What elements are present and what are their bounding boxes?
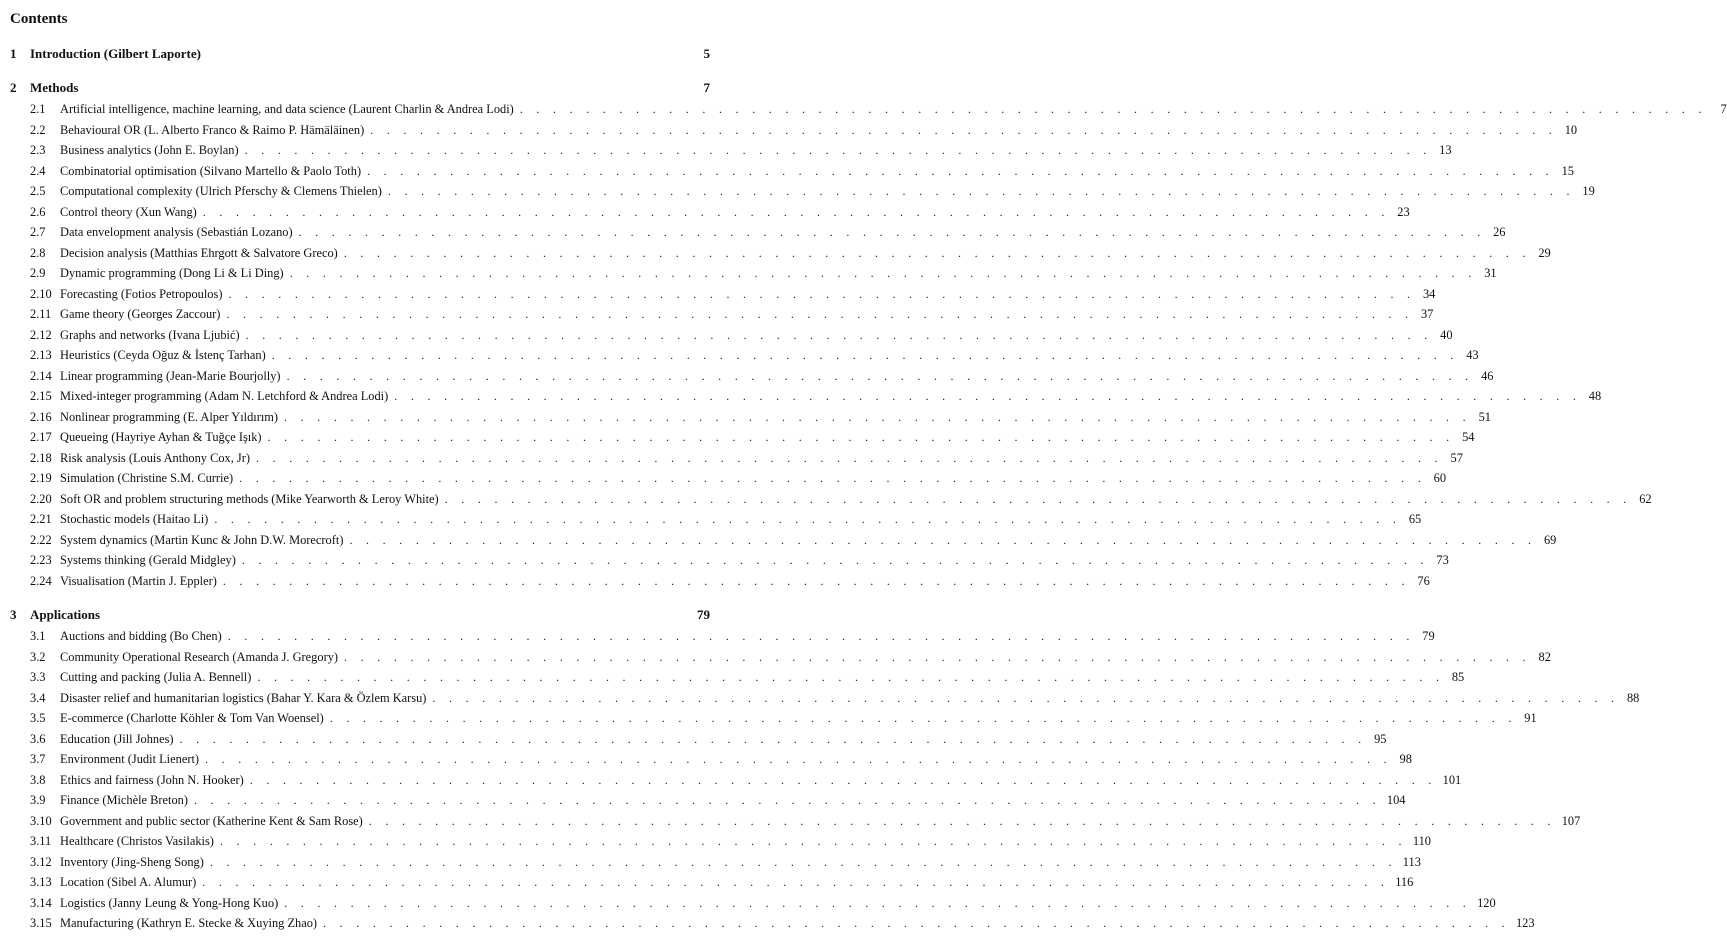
- section-number: 2.10: [30, 286, 52, 301]
- section-title: Nonlinear programming (E. Alper Yıldırım): [60, 409, 279, 424]
- toc-entry[interactable]: [10, 509, 1422, 529]
- section-number: 3.7: [30, 752, 46, 766]
- dot-leader: . . . . . . . . . . . . . . . . . . . . . . . . . . . . . . . . . . . . . . . . . . . . . . . . . . . . . . . . . . . . . . . . . . . . . . . .: [323, 916, 1510, 930]
- toc-entry[interactable]: [10, 427, 1475, 447]
- toc-entry[interactable]: [10, 872, 1414, 892]
- section-number: 2.17: [30, 430, 52, 444]
- toc-entry[interactable]: [10, 386, 1602, 406]
- section-number: 2.2: [30, 122, 46, 137]
- section-title: Location (Sibel A. Alumur): [60, 875, 197, 889]
- section-page-number: 54: [1462, 430, 1475, 444]
- section-page-number: 48: [1588, 389, 1602, 403]
- dot-leader: . . . . . . . . . . . . . . . . . . . . . . . . . . . . . . . . . . . . . . . . . . . . . . . . . . . . . . . . . . . . . . . . . . . . . . . .: [284, 409, 1471, 424]
- section-number: 3.3: [30, 670, 46, 684]
- section-page-number: 51: [1478, 409, 1491, 424]
- section-page-number: 62: [1639, 491, 1652, 506]
- section-page-number: 15: [1561, 163, 1574, 178]
- section-page-number: 29: [1538, 245, 1551, 260]
- chapter-number: 3: [10, 607, 17, 622]
- section-page-number: 104: [1386, 793, 1406, 807]
- dot-leader: . . . . . . . . . . . . . . . . . . . . . . . . . . . . . . . . . . . . . . . . . . . . . . . . . . . . . . . . . . . . . . . . . . . . . . . .: [289, 266, 1477, 280]
- toc-entry[interactable]: [10, 120, 1578, 140]
- section-title: Stochastic models (Haitao Li): [60, 512, 209, 526]
- dot-leader: . . . . . . . . . . . . . . . . . . . . . . . . . . . . . . . . . . . . . . . . . . . . . . . . . . . . . . . . . . . . . . . . . . . . . . . .: [239, 471, 1427, 485]
- section-number: 3.9: [30, 793, 46, 807]
- dot-leader: . . . . . . . . . . . . . . . . . . . . . . . . . . . . . . . . . . . . . . . . . . . . . . . . . . . . . . . . . . . . . . . . . . . . . . . .: [226, 307, 1414, 321]
- section-page-number: 7: [1720, 102, 1727, 116]
- section-page-number: 101: [1442, 772, 1462, 787]
- dot-leader: . . . . . . . . . . . . . . . . . . . . . . . . . . . . . . . . . . . . . . . . . . . . . . . . . . . . . . . . . . . . . . . . . . . . . . . .: [227, 629, 1415, 643]
- section-page-number: 37: [1420, 307, 1434, 321]
- dot-leader: . . . . . . . . . . . . . . . . . . . . . . . . . . . . . . . . . . . . . . . . . . . . . . . . . . . . . . . . . . . . . . . . . . . . . . . .: [244, 143, 1432, 157]
- chapter-page-number: 7: [703, 80, 710, 95]
- toc-entry[interactable]: [10, 325, 1453, 345]
- section-title: Disaster relief and humanitarian logistics (Bahar Y. Kara & Özlem Karsu): [60, 690, 427, 705]
- dot-leader: . . . . . . . . . . . . . . . . . . . . . . . . . . . . . . . . . . . . . . . . . . . . . . . . . . . . . . . . . . . . . . . . . . . . . . . .: [267, 430, 1455, 444]
- section-title: Cutting and packing (Julia A. Bennell): [60, 670, 252, 684]
- section-number: 2.18: [30, 450, 52, 465]
- section-number: 3.12: [30, 854, 52, 869]
- section-page-number: 23: [1397, 204, 1410, 219]
- toc-entry[interactable]: [10, 202, 1410, 222]
- toc-entry[interactable]: [10, 530, 1557, 550]
- section-number: 2.24: [30, 573, 52, 588]
- chapter-methods[interactable]: [10, 78, 710, 98]
- toc-entry[interactable]: [10, 407, 1491, 427]
- section-title: Inventory (Jing-Sheng Song): [60, 854, 204, 869]
- section-title: Risk analysis (Louis Anthony Cox, Jr): [60, 450, 250, 465]
- chapter-title: Applications: [30, 607, 101, 622]
- section-number: 3.5: [30, 711, 46, 725]
- toc-entry[interactable]: [10, 831, 1431, 851]
- section-page-number: 88: [1626, 690, 1640, 705]
- chapter-introduction[interactable]: [10, 44, 710, 64]
- section-title: Ethics and fairness (John N. Hooker): [60, 772, 244, 787]
- dot-leader: . . . . . . . . . . . . . . . . . . . . . . . . . . . . . . . . . . . . . . . . . . . . . . . . . . . . . . . . . . . . . . . . . . . . . . . .: [205, 752, 1392, 766]
- section-title: Systems thinking (Gerald Midgley): [60, 553, 236, 567]
- chapter-number: 1: [10, 46, 17, 61]
- section-number: 3.13: [30, 875, 52, 889]
- toc-entry[interactable]: [10, 852, 1421, 872]
- section-number: 2.12: [30, 327, 52, 342]
- section-title: Environment (Judit Lienert): [60, 752, 200, 766]
- section-title: Queueing (Hayriye Ayhan & Tuğçe Işık): [60, 430, 262, 444]
- section-number: 2.14: [30, 368, 52, 383]
- section-title: Dynamic programming (Dong Li & Li Ding): [60, 266, 284, 280]
- section-page-number: 95: [1374, 731, 1387, 746]
- dot-leader: . . . . . . . . . . . . . . . . . . . . . . . . . . . . . . . . . . . . . . . . . . . . . . . . . . . . . . . . . . . . . . . . . . . . . . . .: [219, 834, 1407, 848]
- chapter-title: Introduction (Gilbert Laporte): [30, 46, 201, 61]
- section-number: 2.20: [30, 491, 52, 506]
- dot-leader: . . . . . . . . . . . . . . . . . . . . . . . . . . . . . . . . . . . . . . . . . . . . . . . . . . . . . . . . . . . . . . . . . . . . . . . .: [444, 491, 1632, 506]
- toc-entry[interactable]: [10, 647, 1551, 667]
- dot-leader: . . . . . . . . . . . . . . . . . . . . . . . . . . . . . . . . . . . . . . . . . . . . . . . . . . . . . . . . . . . . . . . . . . . . . . . .: [194, 793, 1381, 807]
- section-page-number: 120: [1477, 895, 1496, 910]
- toc-entry[interactable]: [10, 448, 1463, 468]
- toc-entry[interactable]: [10, 304, 1434, 324]
- section-title: Finance (Michèle Breton): [60, 793, 188, 807]
- section-title: E-commerce (Charlotte Köhler & Tom Van Woensel): [60, 711, 324, 725]
- dot-leader: . . . . . . . . . . . . . . . . . . . . . . . . . . . . . . . . . . . . . . . . . . . . . . . . . . . . . . . . . . . . . . . . . . . . . . . .: [257, 670, 1445, 684]
- section-title: Control theory (Xun Wang): [60, 204, 197, 219]
- section-number: 2.8: [30, 245, 46, 260]
- section-title: Behavioural OR (L. Alberto Franco & Raimo P. Hämäläinen): [60, 122, 365, 137]
- section-title: Decision analysis (Matthias Ehrgott & Salvatore Greco): [60, 245, 338, 260]
- chapter-page-number: 79: [697, 607, 710, 622]
- dot-leader: . . . . . . . . . . . . . . . . . . . . . . . . . . . . . . . . . . . . . . . . . . . . . . . . . . . . . . . . . . . . . . . . . . . . . . . .: [241, 553, 1429, 567]
- section-page-number: 34: [1422, 286, 1436, 301]
- section-title: Artificial intelligence, machine learning, and data science (Laurent Charlin & Andrea Lodi): [60, 102, 514, 116]
- chapter-applications[interactable]: [10, 605, 710, 625]
- section-page-number: 107: [1561, 813, 1581, 828]
- section-number: 3.2: [30, 649, 46, 664]
- dot-leader: . . . . . . . . . . . . . . . . . . . . . . . . . . . . . . . . . . . . . . . . . . . . . . . . . . . . . . . . . . . . . . . . . . . . . . . .: [249, 772, 1437, 787]
- section-title: Education (Jill Johnes): [60, 731, 174, 746]
- toc-entry[interactable]: [10, 263, 1497, 283]
- dot-leader: . . . . . . . . . . . . . . . . . . . . . . . . . . . . . . . . . . . . . . . . . . . . . . . . . . . . . . . . . . . . . . . . . . . . . . . .: [222, 573, 1410, 588]
- section-page-number: 40: [1440, 327, 1453, 342]
- section-page-number: 113: [1402, 854, 1421, 869]
- dot-leader: . . . . . . . . . . . . . . . . . . . . . . . . . . . . . . . . . . . . . . . . . . . . . . . . . . . . . . . . . . . . . . . . . . . . . . . .: [256, 450, 1443, 465]
- section-number: 3.1: [30, 629, 46, 643]
- dot-leader: . . . . . . . . . . . . . . . . . . . . . . . . . . . . . . . . . . . . . . . . . . . . . . . . . . . . . . . . . . . . . . . . . . . . . . . .: [245, 327, 1433, 342]
- section-page-number: 69: [1543, 532, 1557, 547]
- dot-leader: . . . . . . . . . . . . . . . . . . . . . . . . . . . . . . . . . . . . . . . . . . . . . . . . . . . . . . . . . . . . . . . . . . . . . . . .: [202, 875, 1390, 889]
- toc-entry[interactable]: [10, 790, 1406, 810]
- toc-entry[interactable]: [10, 345, 1479, 365]
- dot-leader: . . . . . . . . . . . . . . . . . . . . . . . . . . . . . . . . . . . . . . . . . . . . . . . . . . . . . . . . . . . . . . . . . . . . . . . .: [343, 245, 1531, 260]
- toc-entry[interactable]: [10, 811, 1581, 831]
- section-page-number: 76: [1417, 573, 1430, 588]
- toc-entry[interactable]: [10, 99, 1727, 119]
- dot-leader: . . . . . . . . . . . . . . . . . . . . . . . . . . . . . . . . . . . . . . . . . . . . . . . . . . . . . . . . . . . . . . . . . . . . . . . .: [179, 731, 1367, 746]
- dot-leader: . . . . . . . . . . . . . . . . . . . . . . . . . . . . . . . . . . . . . . . . . . . . . . . . . . . . . . . . . . . . . . . . . . . . . . . .: [367, 163, 1554, 178]
- section-page-number: 19: [1582, 184, 1595, 198]
- section-title: Combinatorial optimisation (Silvano Martello & Paolo Toth): [60, 163, 362, 178]
- toc-entry[interactable]: [10, 770, 1462, 790]
- section-number: 3.4: [30, 690, 46, 705]
- toc-entry[interactable]: [10, 550, 1449, 570]
- toc-entry[interactable]: [10, 749, 1412, 769]
- section-page-number: 79: [1422, 629, 1435, 643]
- section-page-number: 85: [1451, 670, 1465, 684]
- section-title: Computational complexity (Ulrich Pferschy & Clemens Thielen): [60, 184, 382, 198]
- section-title: Business analytics (John E. Boylan): [60, 143, 239, 157]
- section-number: 2.7: [30, 225, 46, 239]
- section-title: Mixed-integer programming (Adam N. Letchford & Andrea Lodi): [60, 389, 389, 403]
- section-title: System dynamics (Martin Kunc & John D.W. Morecroft): [60, 532, 344, 547]
- dot-leader: . . . . . . . . . . . . . . . . . . . . . . . . . . . . . . . . . . . . . . . . . . . . . . . . . . . . . . . . . . . . . . . . . . . . . . . .: [432, 690, 1620, 705]
- section-title: Logistics (Janny Leung & Yong-Hong Kuo): [60, 895, 279, 910]
- toc-entry[interactable]: [10, 243, 1551, 263]
- section-number: 2.22: [30, 532, 52, 547]
- section-title: Government and public sector (Katherine Kent & Sam Rose): [60, 813, 363, 828]
- toc-entry[interactable]: [10, 626, 1435, 646]
- dot-leader: . . . . . . . . . . . . . . . . . . . . . . . . . . . . . . . . . . . . . . . . . . . . . . . . . . . . . . . . . . . . . . . . . . . . . . . .: [387, 184, 1575, 198]
- section-number: 2.11: [30, 307, 52, 321]
- toc-entry[interactable]: [10, 913, 1535, 933]
- dot-leader: . . . . . . . . . . . . . . . . . . . . . . . . . . . . . . . . . . . . . . . . . . . . . . . . . . . . . . . . . . . . . . . . . . . . . . . .: [329, 711, 1517, 725]
- toc-entry[interactable]: [10, 140, 1452, 160]
- dot-leader: . . . . . . . . . . . . . . . . . . . . . . . . . . . . . . . . . . . . . . . . . . . . . . . . . . . . . . . . . . . . . . . . . . . . . . . .: [228, 286, 1416, 301]
- section-title: Data envelopment analysis (Sebastián Lozano): [60, 225, 293, 239]
- section-page-number: 13: [1439, 143, 1452, 157]
- section-number: 2.19: [30, 471, 52, 485]
- section-page-number: 43: [1466, 348, 1479, 362]
- section-title: Auctions and bidding (Bo Chen): [60, 629, 222, 643]
- section-page-number: 116: [1395, 875, 1414, 889]
- section-page-number: 110: [1412, 834, 1431, 848]
- section-number: 3.11: [30, 834, 52, 848]
- dot-leader: . . . . . . . . . . . . . . . . . . . . . . . . . . . . . . . . . . . . . . . . . . . . . . . . . . . . . . . . . . . . . . . . . . . . . . . .: [519, 102, 1707, 116]
- dot-leader: . . . . . . . . . . . . . . . . . . . . . . . . . . . . . . . . . . . . . . . . . . . . . . . . . . . . . . . . . . . . . . . . . . . . . . . .: [394, 389, 1582, 403]
- section-page-number: 65: [1408, 512, 1422, 526]
- section-page-number: 82: [1538, 649, 1551, 664]
- dot-leader: . . . . . . . . . . . . . . . . . . . . . . . . . . . . . . . . . . . . . . . . . . . . . . . . . . . . . . . . . . . . . . . . . . . . . . . .: [344, 649, 1531, 664]
- dot-leader: . . . . . . . . . . . . . . . . . . . . . . . . . . . . . . . . . . . . . . . . . . . . . . . . . . . . . . . . . . . . . . . . . . . . . . . .: [298, 225, 1486, 239]
- section-page-number: 73: [1436, 553, 1449, 567]
- section-number: 3.15: [30, 916, 52, 930]
- section-number: 2.21: [30, 512, 52, 526]
- section-number: 2.9: [30, 266, 46, 280]
- section-title: Soft OR and problem structuring methods (Mike Yearworth & Leroy White): [60, 491, 439, 506]
- toc-entry[interactable]: [10, 571, 1430, 591]
- toc-entry[interactable]: [10, 468, 1447, 488]
- section-title: Healthcare (Christos Vasilakis): [60, 834, 214, 848]
- dot-leader: . . . . . . . . . . . . . . . . . . . . . . . . . . . . . . . . . . . . . . . . . . . . . . . . . . . . . . . . . . . . . . . . . . . . . . . .: [368, 813, 1556, 828]
- section-number: 3.8: [30, 772, 46, 787]
- section-page-number: 123: [1515, 916, 1535, 930]
- dot-leader: . . . . . . . . . . . . . . . . . . . . . . . . . . . . . . . . . . . . . . . . . . . . . . . . . . . . . . . . . . . . . . . . . . . . . . . .: [284, 895, 1472, 910]
- section-number: 2.23: [30, 553, 52, 567]
- section-page-number: 26: [1493, 225, 1506, 239]
- toc-entry[interactable]: [10, 688, 1640, 708]
- section-page-number: 57: [1450, 450, 1463, 465]
- page-title: Contents: [10, 11, 68, 27]
- section-number: 2.3: [30, 143, 46, 157]
- section-number: 3.10: [30, 813, 52, 828]
- dot-leader: . . . . . . . . . . . . . . . . . . . . . . . . . . . . . . . . . . . . . . . . . . . . . . . . . . . . . . . . . . . . . . . . . . . . . . . .: [209, 854, 1397, 869]
- toc-entry[interactable]: [10, 181, 1595, 201]
- section-page-number: 31: [1484, 266, 1497, 280]
- dot-leader: . . . . . . . . . . . . . . . . . . . . . . . . . . . . . . . . . . . . . . . . . . . . . . . . . . . . . . . . . . . . . . . . . . . . . . . .: [286, 368, 1474, 383]
- section-page-number: 46: [1481, 368, 1494, 383]
- dot-leader: . . . . . . . . . . . . . . . . . . . . . . . . . . . . . . . . . . . . . . . . . . . . . . . . . . . . . . . . . . . . . . . . . . . . . . . .: [349, 532, 1537, 547]
- section-number: 2.1: [30, 102, 46, 116]
- section-title: Heuristics (Ceyda Oğuz & İstenç Tarhan): [60, 348, 266, 362]
- section-page-number: 60: [1433, 471, 1447, 485]
- dot-leader: . . . . . . . . . . . . . . . . . . . . . . . . . . . . . . . . . . . . . . . . . . . . . . . . . . . . . . . . . . . . . . . . . . . . . . . .: [370, 122, 1558, 137]
- toc-entry[interactable]: [10, 893, 1496, 913]
- dot-leader: . . . . . . . . . . . . . . . . . . . . . . . . . . . . . . . . . . . . . . . . . . . . . . . . . . . . . . . . . . . . . . . . . . . . . . . .: [271, 348, 1459, 362]
- section-page-number: 10: [1564, 122, 1578, 137]
- section-title: Community Operational Research (Amanda J. Gregory): [60, 649, 339, 664]
- chapter-number: 2: [10, 80, 17, 95]
- toc-entry[interactable]: [10, 222, 1506, 242]
- section-title: Game theory (Georges Zaccour): [60, 307, 221, 321]
- section-number: 2.5: [30, 184, 46, 198]
- toc-entry[interactable]: [10, 284, 1436, 304]
- section-number: 2.16: [30, 409, 52, 424]
- section-number: 2.13: [30, 348, 52, 362]
- section-number: 3.6: [30, 731, 46, 746]
- section-number: 2.6: [30, 204, 46, 219]
- section-number: 2.4: [30, 163, 46, 178]
- toc-entry[interactable]: [10, 489, 1652, 509]
- toc-entry[interactable]: [10, 366, 1494, 386]
- toc-entry[interactable]: [10, 729, 1387, 749]
- toc-entry[interactable]: [10, 708, 1537, 728]
- toc-entry[interactable]: [10, 161, 1574, 181]
- section-page-number: 98: [1399, 752, 1412, 766]
- dot-leader: . . . . . . . . . . . . . . . . . . . . . . . . . . . . . . . . . . . . . . . . . . . . . . . . . . . . . . . . . . . . . . . . . . . . . . . .: [214, 512, 1402, 526]
- chapter-title: Methods: [30, 80, 79, 95]
- toc-entry[interactable]: [10, 667, 1465, 687]
- section-number: 3.14: [30, 895, 52, 910]
- dot-leader: . . . . . . . . . . . . . . . . . . . . . . . . . . . . . . . . . . . . . . . . . . . . . . . . . . . . . . . . . . . . . . . . . . . . . . . .: [202, 204, 1390, 219]
- section-title: Linear programming (Jean-Marie Bourjolly): [60, 368, 281, 383]
- section-title: Graphs and networks (Ivana Ljubić): [60, 327, 240, 342]
- section-title: Manufacturing (Kathryn E. Stecke & Xuying Zhao): [60, 916, 318, 930]
- section-title: Simulation (Christine S.M. Currie): [60, 471, 234, 485]
- section-title: Visualisation (Martin J. Eppler): [60, 573, 217, 588]
- section-number: 2.15: [30, 389, 52, 403]
- chapter-page-number: 5: [703, 46, 710, 61]
- section-title: Forecasting (Fotios Petropoulos): [60, 286, 223, 301]
- section-page-number: 91: [1524, 711, 1537, 725]
